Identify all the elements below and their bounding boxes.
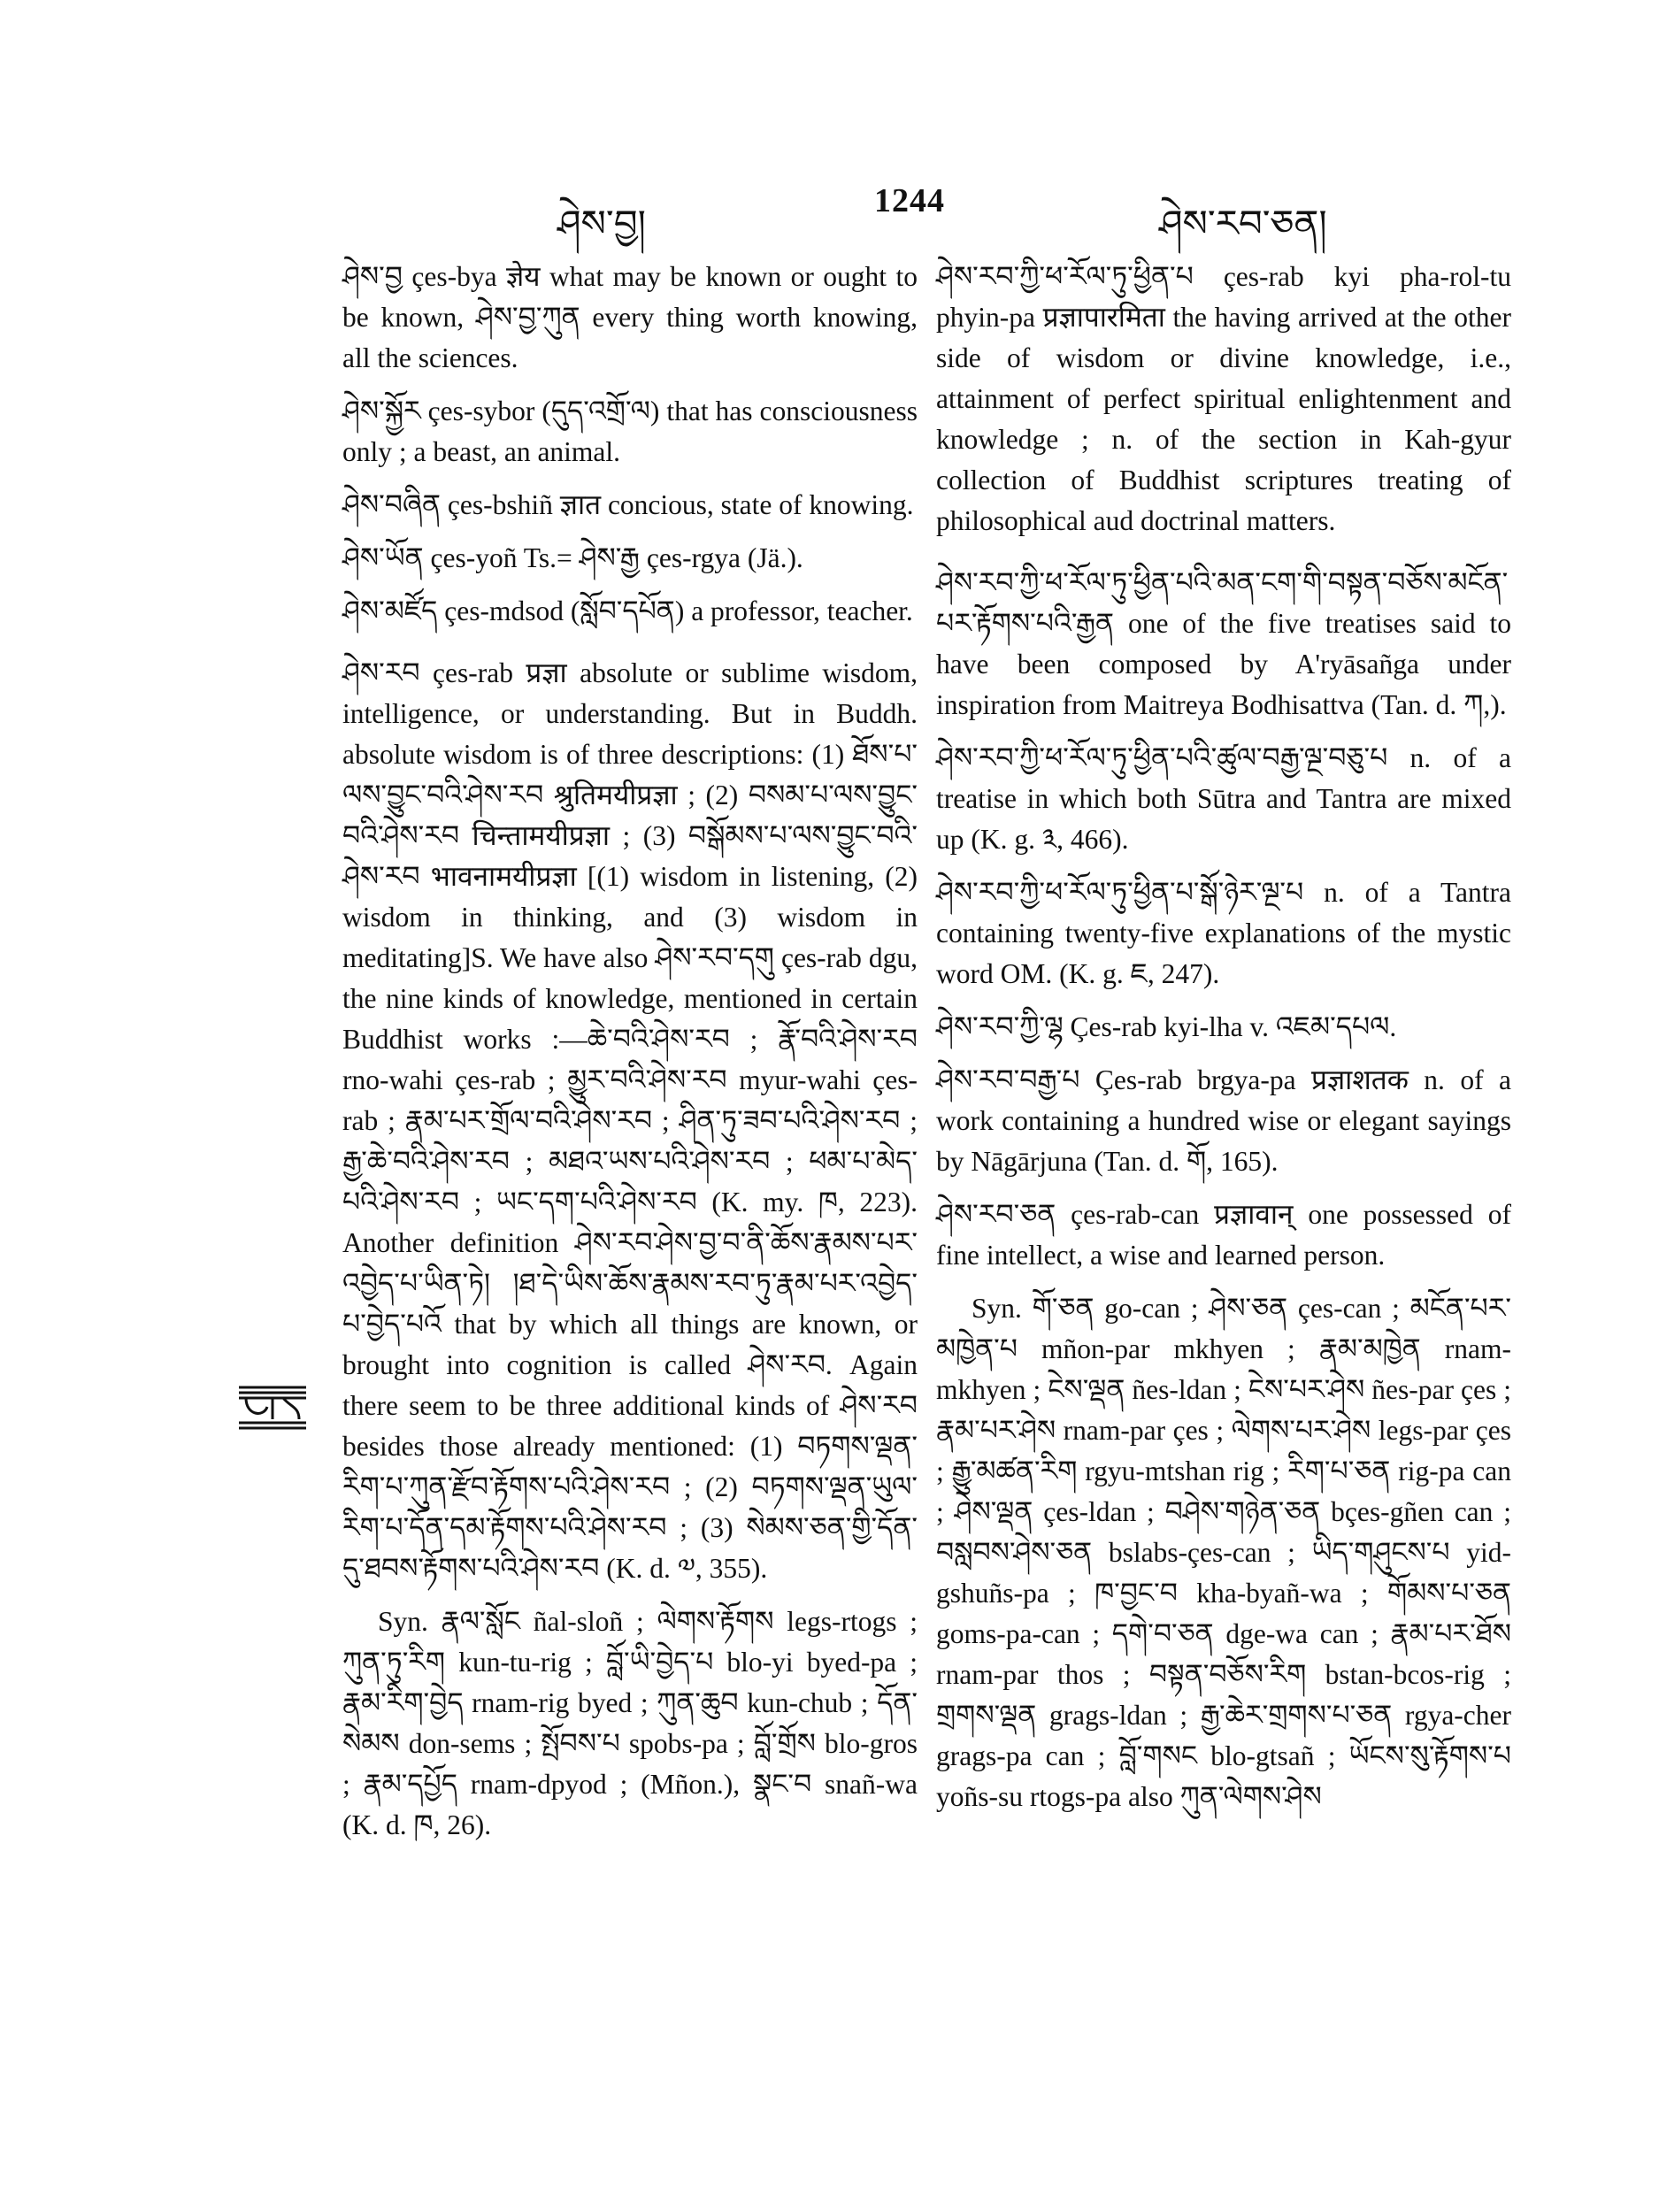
- dictionary-entry: ཤེས་རབ་ཅན çes-rab-can प्रज्ञावान् one possessed of fine intellect, a wise and learned person.: [936, 1199, 1511, 1271]
- margin-letter-icon: [237, 1380, 308, 1433]
- page-header: [336, 181, 1486, 245]
- dictionary-entry: ཤེས་བཞིན çes-bshiñ ज्ञात concious, state of knowing.: [342, 489, 914, 520]
- left-column: [342, 257, 918, 1855]
- page-number: 1244: [874, 182, 945, 219]
- dictionary-entry: ཤེས་རབ་ཀྱི་ལྷ Çes-rab kyi-lha v. འཇམ་དཔལ.: [936, 1011, 1397, 1042]
- dictionary-entry: ཤེས་བྱ çes-bya ज्ञेय what may be known or ought to be known, ཤེས་བྱ་ཀུན every thing worth knowing, all the sciences.: [342, 261, 918, 373]
- dictionary-entry: ཤེས་རབ་བརྒྱ་པ Çes-rab brgya-pa प्रज्ञाशतक n. of a work containing a hundred wise or elegant sayings by Nāgārjuna (Tan. d. གོ, 165).: [936, 1064, 1511, 1177]
- synonyms-paragraph: Syn. གོ་ཅན go-can ; ཤེས་ཅན çes-can ; མངོན་པར་མཁྱེན་པ mñon-par mkhyen ; རྣམ་མཁྱེན rnam-mkhyen ; ངེས་ལྡན ñes-ldan ; ངེས་པར་ཤེས ñes-par çes ; རྣམ་པར་ཤེས rnam-par çes ; ལེགས་པར་ཤེས legs-par çes ; རྒྱུ་མཚན་རིག rgyu-mtshan rig ; རིག་པ་ཅན rig-pa can ; ཤེས་ལྡན çes-ldan ; བཤེས་གཉེན་ཅན bçes-gñen can ; བསླབས་ཤེས་ཅན bslabs-çes-can ; ཡིད་གཤུངས་པ yid-gshuñs-pa ; ཁ་བྱང་བ kha-byañ-wa ; གོམས་པ་ཅན goms-pa-can ; དགེ་བ་ཅན dge-wa can ; རྣམ་པར་ཐོས rnam-par thos ; བསྟན་བཅོས་རིག bstan-bcos-rig ; གྲགས་ལྡན grags-ldan ; རྒྱ་ཆེར་གྲགས་པ་ཅན rgya-cher grags-pa can ; བློ་གསང blo-gtsañ ; ཡོངས་སུ་རྟོགས་པ yoñs-su rtogs-pa also ཀུན་ལེགས་ཤེས: [936, 1293, 1511, 1812]
- dictionary-entry: ཤེས་རབ་ཀྱི་ཕ་རོལ་ཏུ་ཕྱིན་པའི་ཚུལ་བརྒྱ་ལྔ་བཅུ་པ n. of a treatise in which both Sūtra and Tantra are mixed up (K. g. ༣, 466).: [936, 742, 1511, 855]
- header-left-word: ཤེས་བྱ།: [557, 204, 646, 245]
- dictionary-entry: ཤེས་མཛོད çes-mdsod (སློབ་དཔོན) a professor, teacher.: [342, 595, 913, 626]
- right-column: [936, 257, 1511, 1826]
- dictionary-entry: ཤེས་རབ çes-rab प्रज्ञा absolute or sublime wisdom, intelligence, or understanding. But in Buddh. absolute wisdom is of three descriptions: (1) ཐོས་པ་ལས་བྱུང་བའི་ཤེས་རབ श्रुतिमयीप्रज्ञा ; (2) བསམ་པ་ལས་བྱུང་བའི་ཤེས་རབ चिन्तामयीप्रज्ञा ; (3) བསྒོམས་པ་ལས་བྱུང་བའི་ཤེས་རབ भावनामयीप्रज्ञा [(1) wisdom in listening, (2) wisdom in thinking, and (3) wisdom in meditating]S. We have also ཤེས་རབ་དགུ çes-rab dgu, the nine kinds of knowledge, mentioned in certain Buddhist works :—ཆེ་བའི་ཤེས་རབ ; རྣོ་བའི་ཤེས་རབ rno-wahi çes-rab ; མྱུར་བའི་ཤེས་རབ myur-wahi çes-rab ; རྣམ་པར་གྲོལ་བའི་ཤེས་རབ ; ཤིན་ཏུ་ཟབ་པའི་ཤེས་རབ ; རྒྱ་ཆེ་བའི་ཤེས་རབ ; མཐའ་ཡས་པའི་ཤེས་རབ ; ཕམ་པ་མེད་པའི་ཤེས་རབ ; ཡང་དག་པའི་ཤེས་རབ (K. my. ཁ, 223). Another definition ཤེས་རབ་ཤེས་བྱ་བ་ནི་ཆོས་རྣམས་པར་འབྱེད་པ་ཡིན་ཏེ། །ཐ་དེ་ཡིས་ཆོས་རྣམས་རབ་ཏུ་རྣམ་པར་འབྱེད་པ་བྱེད་པའོ that by which all things are known, or brought into cognition is called ཤེས་རབ. Again there seem to be three additional kinds of ཤེས་རབ besides those already mentioned: (1) བཏགས་ལྡན་རིག་པ་ཀུན་རྫོབ་རྟོགས་པའི་ཤེས་རབ ; (2) བཏགས་ལྡན་ཡུལ་རིག་པ་དོན་དམ་རྟོགས་པའི་ཤེས་རབ ; (3) སེམས་ཅན་གྱི་དོན་དུ་ཐབས་རྟོགས་པའི་ཤེས་རབ (K. d. ༧, 355).: [342, 657, 918, 1584]
- dictionary-entry: ཤེས་ཡོན çes-yoñ Ts.= ཤེས་རྒྱ çes-rgya (Jä.).: [342, 542, 803, 573]
- dictionary-entry: ཤེས་རབ་ཀྱི་ཕ་རོལ་ཏུ་ཕྱིན་པ་སྒོ་ཉེར་ལྔ་པ n. of a Tantra containing twenty-five explanations of the mystic word OM. (K. g. ཇ, 247).: [936, 877, 1511, 989]
- dictionary-entry: ཤེས་རབ་ཀྱི་ཕ་རོལ་ཏུ་ཕྱིན་པ çes-rab kyi pha-rol-tu phyin-pa प्रज्ञापारमिता the having arrived at the other side of wisdom or divine knowledge, i.e., attainment of perfect spiritual enlightenment and knowledge ; n. of the section in Kah-gyur collection of Buddhist scriptures treating of philosophical aud doctrinal matters.: [936, 261, 1511, 536]
- margin-letter-mark: [237, 1380, 308, 1433]
- header-right-word: ཤེས་རབ་ཅན།: [1159, 204, 1327, 245]
- dictionary-entry: ཤེས་རབ་ཀྱི་ཕ་རོལ་ཏུ་ཕྱིན་པའི་མན་ངག་གི་བསྟན་བཅོས་མངོན་པར་རྟོགས་པའི་རྒྱན one of the five treatises said to have been composed by A'ryāsañga under inspiration from Maitreya Bodhisattva (Tan. d. ཀ,).: [936, 567, 1511, 720]
- synonyms-paragraph: Syn. རྣལ་སློང ñal-sloñ ; ལེགས་རྟོགས legs-rtogs ; ཀུན་ཏུ་རིག kun-tu-rig ; བློ་ཡི་བྱེད་པ blo-yi byed-pa ; རྣམ་རིག་བྱེད rnam-rig byed ; ཀུན་ཆུབ kun-chub ; དོན་སེམས don-sems ; སྤོབས་པ spobs-pa ; བློ་གྲོས blo-gros ; རྣམ་དཔྱོད rnam-dpyod ; (Mñon.), སྣང་བ snañ-wa (K. d. ཁ, 26).: [342, 1606, 918, 1840]
- dictionary-entry: ཤེས་སྐྱོར çes-sybor (དུད་འགྲོ་ལ) that has consciousness only ; a beast, an animal.: [342, 396, 918, 467]
